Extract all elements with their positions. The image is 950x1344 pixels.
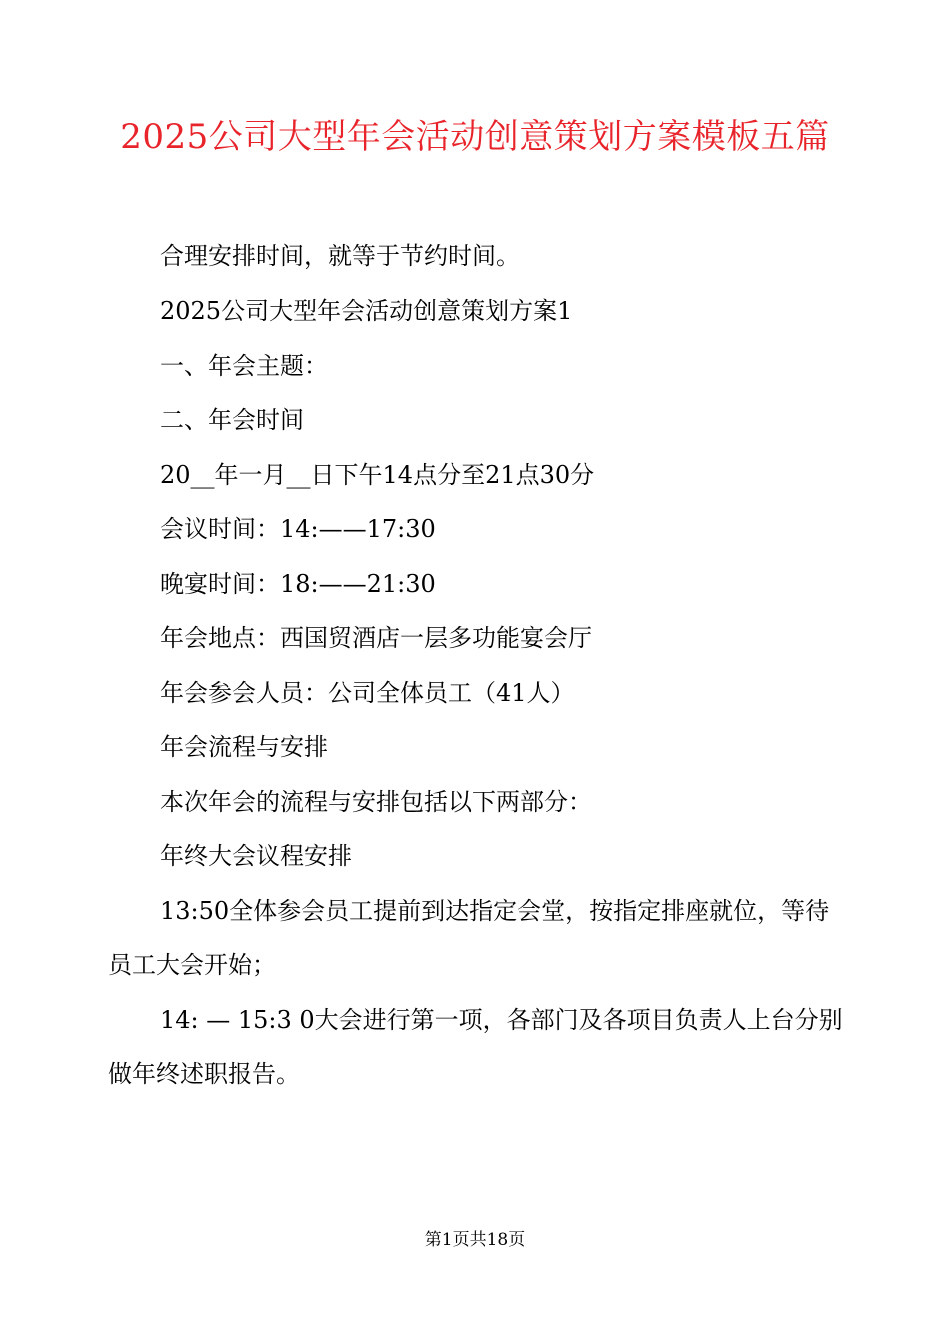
section-heading: 二、年会时间 [160, 406, 304, 434]
paragraph: 年终大会议程安排 [160, 842, 352, 870]
section-heading: 一、年会主题： [160, 352, 328, 380]
paragraph: 14: — 15:3 0大会进行第一项，各部门及各项目负责人上台分别做年终述职报告。 [108, 1006, 843, 1088]
paragraph: 13:50全体参会员工提前到达指定会堂，按指定排座就位，等待员工大会开始； [108, 897, 830, 979]
paragraph: 本次年会的流程与安排包括以下两部分： [160, 788, 592, 816]
paragraph: 年会流程与安排 [160, 733, 328, 761]
paragraph: 合理安排时间，就等于节约时间。 [160, 242, 520, 270]
document-title: 2025公司大型年会活动创意策划方案模板五篇 [120, 117, 830, 157]
paragraph: 年会参会人员：公司全体员工（41人） [160, 679, 575, 707]
paragraph: 2025公司大型年会活动创意策划方案1 [160, 297, 573, 325]
page-number-footer: 第1页共18页 [424, 1230, 526, 1250]
paragraph: 20__年一月__日下午14点分至21点30分 [160, 461, 595, 489]
paragraph: 晚宴时间：18:——21:30 [160, 570, 436, 598]
paragraph: 年会地点：西国贸酒店一层多功能宴会厅 [160, 624, 592, 652]
paragraph: 会议时间：14:——17:30 [160, 515, 436, 543]
